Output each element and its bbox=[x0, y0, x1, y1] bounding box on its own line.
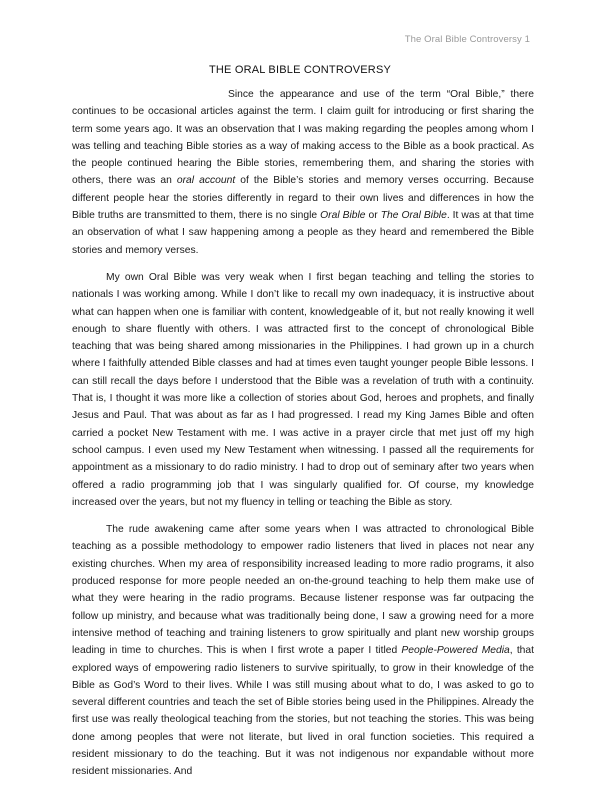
paragraph-1-text-cont: of the Bible’s stories and memory verses occurring. Because different people hear the stories differently in regard to their own lives and differences in how the Bible truths are transmitted to them, there is no single bbox=[72, 175, 534, 222]
paragraph-1-text-end: . It was at that time an observation of what I saw happening among a people as they heard and remembered the Bible stories and memory verses. bbox=[72, 210, 534, 256]
document-body bbox=[72, 86, 534, 791]
running-header: The Oral Bible Controversy 1 bbox=[404, 34, 530, 45]
document-title: THE ORAL BIBLE CONTROVERSY bbox=[208, 64, 392, 76]
italic-people-powered-media: People-Powered Media bbox=[401, 645, 510, 657]
paragraph-1-text-or: or bbox=[365, 210, 381, 222]
paragraph-3 bbox=[72, 521, 534, 780]
italic-the-oral-bible: The Oral Bible bbox=[380, 210, 447, 222]
paragraph-3-text: The rude awakening came after some years when I was attracted to chronological Bible teaching as a possible methodology to empower radio listeners that lived in places not near any existing churches. When my area of responsibility increased leading to more radio programs, it also produced response for more people needed an on-the-ground teaching to help them make use of what they were hearing in the radio programs. Because listener response was far outpacing the follow up ministry, and because what was traditionally being done, I saw a growing need for a more intensive method of teaching and training listeners to grow spiritually and plant new worship groups leading in time to churches. This is when I first wrote a paper I titled bbox=[72, 524, 534, 657]
italic-oral-account: oral account bbox=[176, 175, 236, 187]
paragraph-1-text: Since the appearance and use of the term “Oral Bible,” there continues to be occasional articles against the term. I claim guilt for introducing or first sharing the term some years ago. It was an observation that I was making regarding the peoples among whom I was telling and teaching Bible stories as a way of making access to the Bible as a book practical. As the people continued hearing the Bible stories, remembering them, and sharing the stories with others, there was an bbox=[72, 89, 534, 187]
paragraph-1 bbox=[72, 86, 534, 259]
paragraph-2 bbox=[72, 269, 534, 511]
paragraph-2-text: My own Oral Bible was very weak when I first began teaching and telling the stories to nationals I was working among. While I don’t like to recall my own inadequacy, it is instructive about what can happen when one is familiar with content, knowledgeable of it, but not really knowing it well enough to share fluently with others. I was attracted first to the concept of chronological Bible teaching that was being shared among missionaries in the Philippines. I had grown up in a church where I faithfully attended Bible classes and had at times even taught younger people Bible lessons. I can still recall the days before I understood that the Bible was a revelation of truth with a continuity. That is, I thought it was more like a collection of stories about God, heroes and prophets, and finally Jesus and Paul. That was about as far as I had progressed. I read my King James Bible and often carried a pocket New Testament with me. I was active in a prayer circle that met just off my high school campus. I even used my New Testament when witnessing. I passed all the requirements for appointment as a missionary to do radio ministry. I had to drop out of seminary after two years when offered a radio programming job that I was singularly qualified for. Of course, my knowledge increased over the years, but not my fluency in telling or teaching the Bible as story. bbox=[72, 271, 534, 508]
italic-oral-bible: Oral Bible bbox=[320, 210, 366, 222]
paragraph-3-text-end: , that explored ways of empowering radio listeners to survive spiritually, to grow in their knowledge of the Bible as God’s Word to their lives. While I was still musing about what to do, I was asked to go to several different countries and teach the set of Bible stories being used in the Philippines. Already the first use was really theological teaching from the stories, but not teaching the stories. This was being done among peoples that were not literate, but lived in oral function societies. This required a resident missionary to do the teaching. But it was not indigenous nor expandable without more resident missionaries. And bbox=[72, 645, 534, 778]
